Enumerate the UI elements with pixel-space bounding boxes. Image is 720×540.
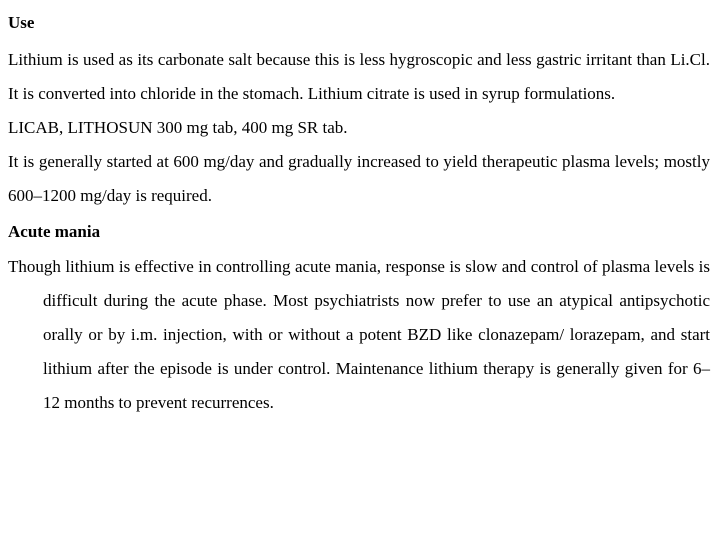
acute-mania-paragraph: Though lithium is effective in controlling acute mania, response is slow and control of plasma levels is difficult during the acute phase. Most psychiatrists now prefer to use an atypical antipsychotic orally or by i.m. injection, with or without a potent BZD like clonazepam/ lorazepam, and start lithium after the episode is under control. Maintenance lithium therapy is generally given for 6–12 months to prevent recurrences. bbox=[8, 257, 710, 412]
document-page bbox=[8, 0, 710, 420]
use-heading: Use bbox=[8, 13, 35, 32]
use-paragraph-dosage: It is generally started at 600 mg/day and gradually increased to yield therapeutic plasma levels; mostly 600–1200 mg/day is required. bbox=[8, 152, 710, 205]
use-paragraph-brands: LICAB, LITHOSUN 300 mg tab, 400 mg SR tab. bbox=[8, 118, 348, 137]
use-paragraph-carbonate: Lithium is used as its carbonate salt because this is less hygroscopic and less gastric irritant than Li.Cl. It is converted into chloride in the stomach. Lithium citrate is used in syrup formulations. bbox=[8, 50, 710, 103]
acute-mania-heading: Acute mania bbox=[8, 222, 101, 241]
